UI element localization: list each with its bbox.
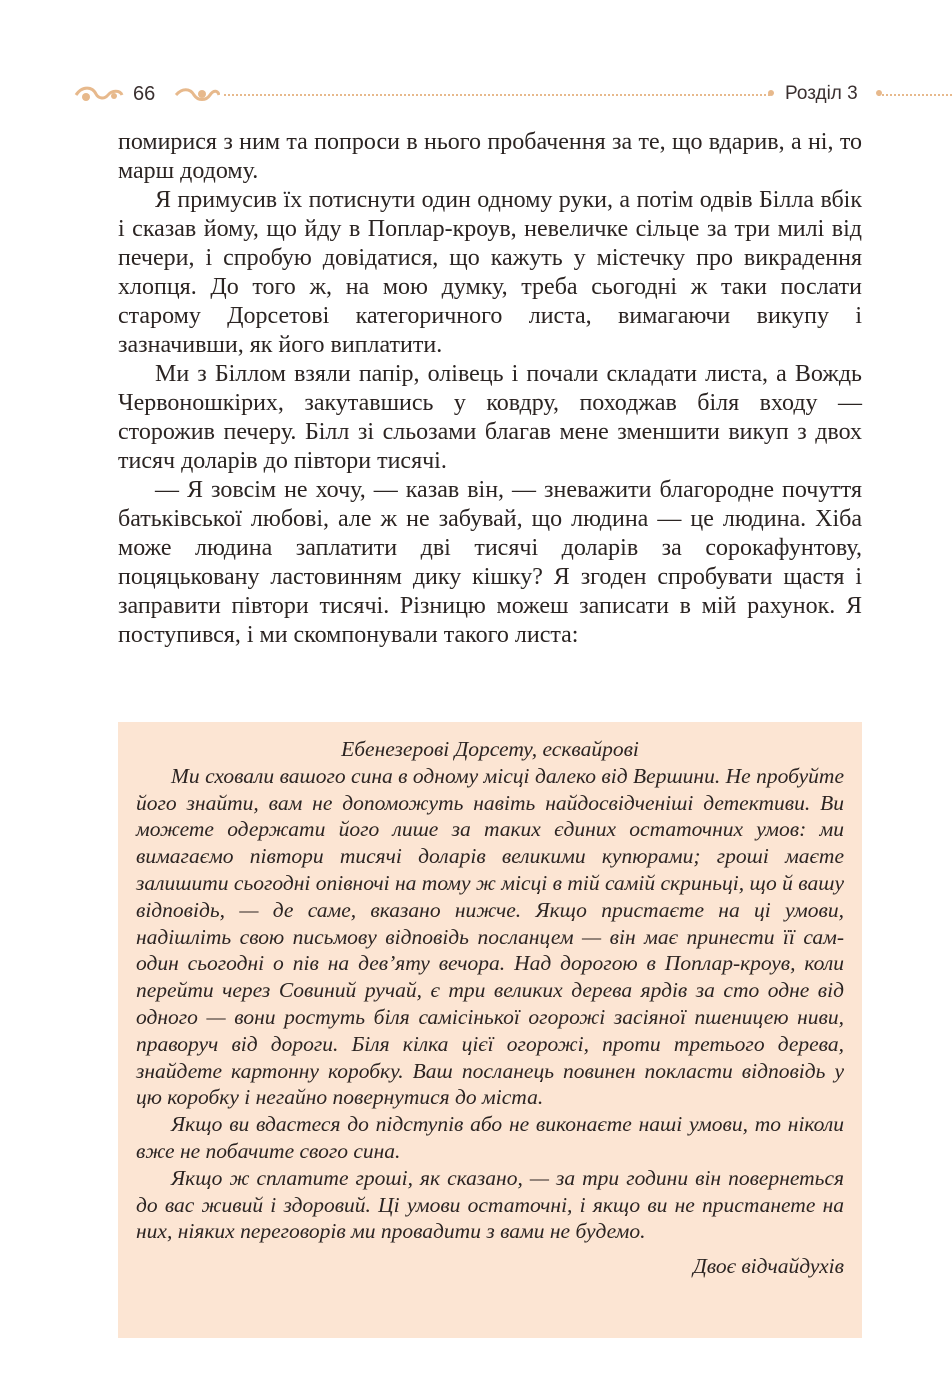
paragraph: Ми з Біллом взяли папір, олівець і почали складати листа, а Вождь Червоношкірих, закутавшись у ковдру, походжав біля входу — сторожив печеру. Білл зі сльозами благав мене зменшити викуп з двох тисяч доларів до півтори тисячі. <box>118 361 862 474</box>
header-divider-right <box>878 94 952 96</box>
left-ornament-icon <box>74 84 124 106</box>
letter-paragraph: Якщо ви вдастеся до підступів або не виконаєте наші умови, то ніколи вже не побачите свого сина. <box>136 1112 844 1163</box>
ransom-letter <box>136 736 844 1280</box>
page-number: 66 <box>133 83 156 105</box>
paragraph: Я примусив їх потиснути один одному руки, а потім одвів Білла вбік і сказав йому, що йду в Поплар-кроув, невеличке сільце за три милі від печери, і спробую довідатися, що кажуть у містечку про викрадення хлопця. До того ж, на мою думку, треба сьогодні ж таки послати старому Дорсетові категоричного листа, вимагаючи викупу і зазначивши, як його виплатити. <box>118 187 862 358</box>
middle-ornament-icon <box>174 84 220 106</box>
letter-addressee: Ебенезерові Дорсету, есквайрові <box>341 737 639 761</box>
letter-paragraph: Ми сховали вашого сина в одному місці далеко від Вершини. Не пробуйте його знайти, вам не допоможуть навіть найдосвідченіші детективи. Ви можете одержати його лише за таких єдиних остаточних умов: ми вимагаємо півтори тисячі доларів великими купюрами; гроші маєте залишити сьогодні опівночі на тому ж місці в тій самій скриньці, що й вашу відповідь, — де саме, вказано нижче. Якщо пристаєте на ці умови, надішліть свою письмову відповідь посланцем — він має принести її сам-один сьогодні о пів на дев’яту вечора. Над дорогою в Поплар-кроув, коли перейти через Совиний ручай, є три великих дерева ярдів за сто одне від одного — вони ростуть біля самісінької огорожі засіяної пшеницею ниви, праворуч від дороги. Біля кілка цієї огорожі, проти третього дерева, знайдете картонну коробку. Ваш посланець повинен покласти відповідь у цю коробку і негайно повернутися до міста. <box>136 763 844 1110</box>
letter-box <box>118 722 862 1338</box>
paragraph: помирися з ним та попроси в нього пробачення за те, що вдарив, а ні, то марш додому. <box>118 129 862 184</box>
main-text <box>118 128 862 650</box>
chapter-title: Розділ 3 <box>785 83 858 104</box>
letter-signature: Двоє відчайдухів <box>693 1254 844 1279</box>
divider-end-dot <box>768 90 774 96</box>
header-divider <box>224 94 770 96</box>
paragraph: — Я зовсім не хочу, — казав він, — зневажити благородне почуття батьківської любові, але ж не забувай, що людина — це людина. Хіба може людина заплатити дві тисячі доларів за сорокафунтову, поцяцьковану ластовинням дику кішку? Я згоден спробувати щастя і заправити півтори тисячі. Різницю можеш записати в мій рахунок. Я поступився, і ми скомпонували такого листа: <box>118 477 862 648</box>
page-header <box>0 80 952 110</box>
letter-paragraph: Якщо ж сплатите гроші, як сказано, — за три години він повернеться до вас живий і здоровий. Ці умови остаточні, і якщо ви не пристанете на них, ніяких переговорів ми провадити з вами не будемо. <box>136 1165 844 1244</box>
